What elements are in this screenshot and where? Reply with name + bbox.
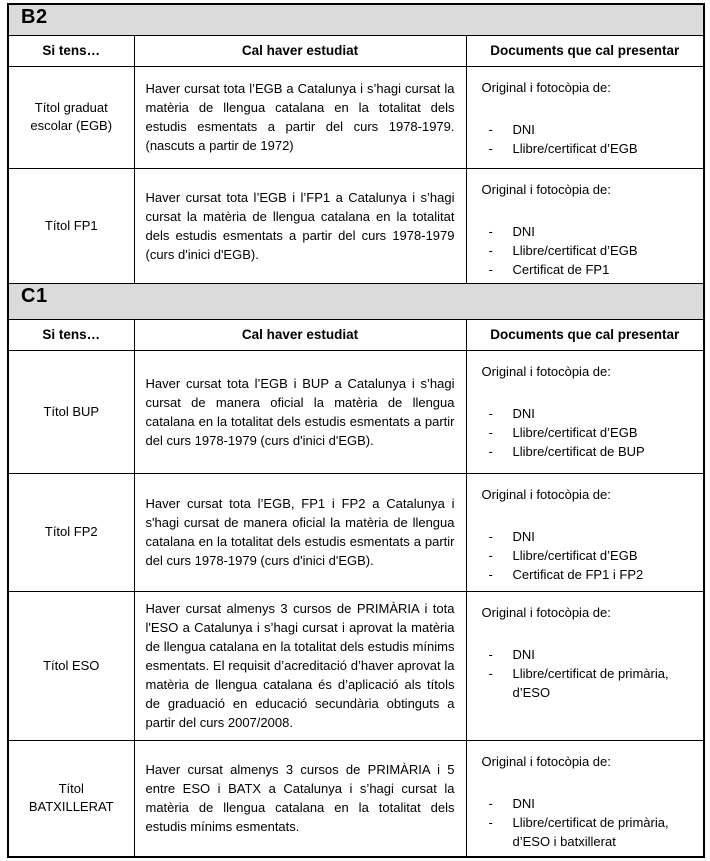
title-cell xyxy=(8,740,134,857)
documents-list xyxy=(482,645,696,702)
dash-bullet: - xyxy=(488,424,493,440)
accreditation-table xyxy=(7,3,705,858)
section-level-label: B2 xyxy=(21,6,48,28)
header-row-b2 xyxy=(8,35,704,66)
documents-intro: Original i fotocòpia de: xyxy=(481,181,611,197)
documents-list xyxy=(482,527,696,584)
dash-bullet: - xyxy=(488,242,493,258)
documents-intro: Original i fotocòpia de: xyxy=(481,753,611,769)
table-row-fp2 xyxy=(8,473,704,591)
documents-cell xyxy=(466,473,704,591)
document-name: Llibre/certificat d’EGB xyxy=(512,424,638,440)
column-header-cal-haver-estudiat: Cal haver estudiat xyxy=(134,35,466,66)
documents-cell xyxy=(466,591,704,740)
document-name: Llibre/certificat d’EGB xyxy=(512,242,638,258)
list-item xyxy=(482,813,696,851)
list-item xyxy=(482,241,696,260)
document-name: DNI xyxy=(512,405,535,421)
requirement-text: Haver cursat tota l’EGB a Catalunya i s’hagi cursat la matèria de llengua catalana en la totalitat dels estudis esmentats a partir del curs 1978-1979. (nascuts a partir de 1972) xyxy=(145,81,455,153)
requirement-cell xyxy=(134,591,466,740)
dash-bullet: - xyxy=(488,121,493,137)
dash-bullet: - xyxy=(488,646,493,662)
document-name: Certificat de FP1 xyxy=(512,261,610,277)
title-text: Títol ESO xyxy=(43,657,100,673)
documents-cell xyxy=(466,350,704,473)
requirement-text: Haver cursat tota l’EGB, FP1 i FP2 a Catalunya i s'hagi cursat de manera oficial la matèria de llengua catalana en la totalitat dels estudis esmentats a partir del curs 1978-1979 (curs d'inici d'EGB). xyxy=(145,496,455,568)
title-cell xyxy=(8,591,134,740)
documents-list xyxy=(482,120,696,158)
table-row-batxillerat xyxy=(8,740,704,857)
requirement-cell xyxy=(134,168,466,283)
list-item xyxy=(482,645,696,664)
dash-bullet: - xyxy=(488,814,493,830)
section-band-c1 xyxy=(8,283,704,319)
documents-intro: Original i fotocòpia de: xyxy=(481,604,611,620)
dash-bullet: - xyxy=(488,795,493,811)
title-text: Títol BATXILLERAT xyxy=(28,781,114,815)
documents-intro: Original i fotocòpia de: xyxy=(481,79,611,95)
dash-bullet: - xyxy=(488,665,493,681)
documents-cell xyxy=(466,66,704,168)
list-item xyxy=(482,664,696,702)
dash-bullet: - xyxy=(488,140,493,156)
document-name: Llibre/certificat d’EGB xyxy=(512,140,638,156)
document-name: DNI xyxy=(512,223,535,239)
list-item xyxy=(482,222,696,241)
documents-cell xyxy=(466,740,704,857)
requirement-cell xyxy=(134,350,466,473)
requirement-text: Haver cursat almenys 3 cursos de PRIMÀRIA i tota l'ESO a Catalunya i s’hagi cursat i aprovat la matèria de llengua catalana en la totalitat dels estudis mínims esmentats. El requisit d’acreditació d’haver aprovat la matèria de llengua catalana és d’aplicació als títols de graduació en educació secundària obtinguts a partir del curs 2007/2008. xyxy=(145,601,455,730)
dash-bullet: - xyxy=(488,528,493,544)
section-band-cell xyxy=(8,283,704,319)
requirement-cell xyxy=(134,66,466,168)
document-name: Llibre/certificat de primària, d’ESO i batxillerat xyxy=(512,814,669,849)
list-item xyxy=(482,546,696,565)
documents-intro: Original i fotocòpia de: xyxy=(481,486,611,502)
list-item xyxy=(482,139,696,158)
dash-bullet: - xyxy=(488,261,493,277)
dash-bullet: - xyxy=(488,405,493,421)
title-text: Títol FP2 xyxy=(44,524,98,539)
dash-bullet: - xyxy=(488,566,493,582)
requirement-text: Haver cursat tota l’EGB i BUP a Catalunya i s’hagi cursat de manera oficial la matèria de llengua catalana en la totalitat dels estudis esmentats a partir del curs 1978-1979 (curs d'inici d'EGB). xyxy=(145,375,455,448)
list-item xyxy=(482,794,696,813)
section-band-cell xyxy=(8,4,704,35)
documents-intro: Original i fotocòpia de: xyxy=(481,363,611,379)
table-row-fp1 xyxy=(8,168,704,283)
list-item xyxy=(482,565,696,584)
documents-cell xyxy=(466,168,704,283)
documents-list xyxy=(482,404,696,461)
column-header-documents: Documents que cal presentar xyxy=(466,35,704,66)
documents-list xyxy=(482,222,696,279)
dash-bullet: - xyxy=(488,547,493,563)
list-item xyxy=(482,260,696,279)
documents-list xyxy=(482,794,696,851)
list-item xyxy=(482,404,696,423)
list-item xyxy=(482,442,696,461)
dash-bullet: - xyxy=(488,443,493,459)
list-item xyxy=(482,120,696,139)
requirement-cell xyxy=(134,473,466,591)
section-level-label: C1 xyxy=(21,284,48,307)
title-cell xyxy=(8,66,134,168)
column-header-documents: Documents que cal presentar xyxy=(466,319,704,350)
title-cell xyxy=(8,350,134,473)
title-text: Títol graduat escolar (EGB) xyxy=(30,100,113,133)
requirement-text: Haver cursat almenys 3 cursos de PRIMÀRIA i 5 entre ESO i BATX a Catalunya i s’hagi cursat la matèria de llengua catalana en la totalitat dels estudis mínims esmentats. xyxy=(145,762,455,835)
document-name: DNI xyxy=(512,646,535,662)
document-name: Llibre/certificat d’EGB xyxy=(512,547,638,563)
column-header-si-tens: Si tens… xyxy=(8,319,134,350)
section-band-b2 xyxy=(8,4,704,35)
list-item xyxy=(482,423,696,442)
title-text: Títol BUP xyxy=(43,403,100,419)
requirement-cell xyxy=(134,740,466,857)
header-row-c1 xyxy=(8,319,704,350)
title-text: Títol FP1 xyxy=(44,217,98,233)
column-header-si-tens: Si tens… xyxy=(8,35,134,66)
requirement-text: Haver cursat tota l’EGB i l’FP1 a Catalunya i s’hagi cursat la matèria de llengua catalana en la totalitat dels estudis esmentats a partir del curs 1978-1979 (curs d'inici d'EGB). xyxy=(145,189,455,262)
title-cell xyxy=(8,473,134,591)
table-row-egb xyxy=(8,66,704,168)
table-row-eso xyxy=(8,591,704,740)
document-name: Certificat de FP1 i FP2 xyxy=(512,566,644,582)
document-name: Llibre/certificat de primària, d’ESO xyxy=(512,665,669,700)
document-name: Llibre/certificat de BUP xyxy=(512,443,645,459)
dash-bullet: - xyxy=(488,223,493,239)
column-header-cal-haver-estudiat: Cal haver estudiat xyxy=(134,319,466,350)
table-row-bup xyxy=(8,350,704,473)
title-cell xyxy=(8,168,134,283)
document-name: DNI xyxy=(512,795,535,811)
document-name: DNI xyxy=(512,121,535,137)
document-name: DNI xyxy=(512,528,535,544)
list-item xyxy=(482,527,696,546)
